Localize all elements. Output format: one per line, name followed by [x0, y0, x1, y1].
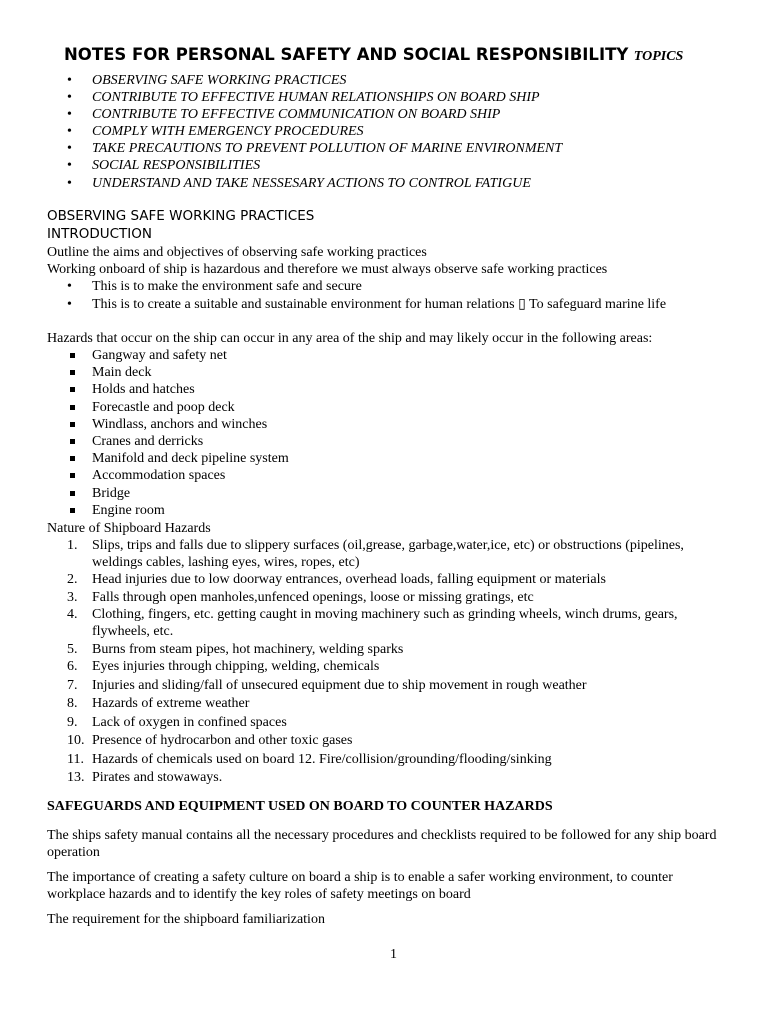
title-topics-label: TOPICS — [633, 49, 684, 64]
topic-item: • OBSERVING SAFE WORKING PRACTICES — [67, 73, 347, 88]
familiarization-paragraph: The requirement for the shipboard familiarization — [47, 912, 325, 927]
hazard-item: 3. Falls through open manholes,unfenced openings, loose or missing gratings, etc — [67, 589, 534, 605]
safety-manual-paragraph: The ships safety manual contains all the necessary procedures and checklists required to be followed for any ship board operation — [47, 828, 717, 860]
topic-item: • CONTRIBUTE TO EFFECTIVE HUMAN RELATIONSHIPS ON BOARD SHIP — [67, 90, 540, 106]
safeguards-heading: SAFEGUARDS AND EQUIPMENT USED ON BOARD TO COUNTER HAZARDS — [47, 799, 553, 814]
square-bullet-icon — [70, 508, 75, 513]
introduction-heading: INTRODUCTION — [47, 226, 152, 242]
purpose-item: • This is to create a suitable and sustainable environment for human relations ▯ To safeguard marine life — [67, 297, 667, 312]
purpose-item: • This is to make the environment safe and secure — [67, 279, 362, 294]
hazard-item: 11. Hazards of chemicals used on board 12. Fire/collision/grounding/flooding/sinking — [67, 751, 552, 767]
square-bullet-icon — [70, 353, 75, 358]
section-heading: OBSERVING SAFE WORKING PRACTICES — [47, 208, 315, 224]
bullet-icon: • — [67, 175, 72, 191]
area-item: Windlass, anchors and winches — [47, 416, 727, 433]
safety-culture-paragraph: The importance of creating a safety culture on board a ship is to enable a safer working environment, to counter workplace hazards and to identify the key roles of safety meetings on board — [47, 870, 673, 902]
topic-item: • TAKE PRECAUTIONS TO PREVENT POLLUTION OF MARINE ENVIRONMENT — [67, 141, 563, 157]
areas-list — [47, 347, 727, 519]
hazard-item: 9. Lack of oxygen in confined spaces — [67, 714, 287, 730]
hazard-item: 5. Burns from steam pipes, hot machinery, welding sparks — [67, 641, 404, 657]
square-bullet-icon — [70, 491, 75, 496]
document-title — [64, 46, 683, 65]
bullet-icon: • — [67, 297, 72, 312]
hazard-item: 8. Hazards of extreme weather — [67, 695, 250, 711]
area-item: Cranes and derricks — [47, 433, 727, 450]
bullet-icon: • — [67, 107, 72, 123]
square-bullet-icon — [70, 473, 75, 478]
area-item: Gangway and safety net — [47, 347, 727, 364]
hazard-item: 7. Injuries and sliding/fall of unsecured equipment due to ship movement in rough weather — [67, 677, 587, 693]
topics-list — [47, 72, 562, 192]
hazard-item: 13. Pirates and stowaways. — [67, 769, 223, 785]
hazard-item: 10. Presence of hydrocarbon and other toxic gases — [67, 732, 353, 748]
area-item: Holds and hatches — [47, 381, 727, 398]
bullet-icon: • — [67, 73, 72, 88]
bullet-icon: • — [67, 158, 72, 174]
bullet-icon: • — [67, 124, 72, 140]
area-item: Bridge — [47, 485, 727, 502]
square-bullet-icon — [70, 439, 75, 444]
areas-line: Hazards that occur on the ship can occur in any area of the ship and may likely occur in the following areas: — [47, 331, 653, 346]
bullet-icon: • — [67, 141, 72, 157]
nature-heading: Nature of Shipboard Hazards — [47, 521, 211, 536]
topic-item: • SOCIAL RESPONSIBILITIES — [67, 158, 261, 174]
aims-line: Outline the aims and objectives of observing safe working practices — [47, 245, 427, 260]
hazard-item: 4. Clothing, fingers, etc. getting caught in moving machinery such as grinding wheels, winch drums, gears, flywheels, etc. — [67, 607, 678, 640]
square-bullet-icon — [70, 456, 75, 461]
area-item: Engine room — [47, 502, 727, 519]
square-bullet-icon — [70, 370, 75, 375]
bullet-icon: • — [67, 90, 72, 106]
square-bullet-icon — [70, 422, 75, 427]
area-item: Main deck — [47, 364, 727, 381]
page-number: 1 — [390, 947, 397, 962]
hazard-item: 1. Slips, trips and falls due to slippery surfaces (oil,grease, garbage,water,ice, etc) or obstructions (pipelines, weldings cables, lashing eyes, wires, ropes, etc) — [67, 538, 684, 570]
bullet-icon: • — [67, 279, 72, 294]
hazardous-line: Working onboard of ship is hazardous and therefore we must always observe safe working practices — [47, 262, 608, 277]
area-item: Accommodation spaces — [47, 467, 727, 484]
topic-item: • CONTRIBUTE TO EFFECTIVE COMMUNICATION ON BOARD SHIP — [67, 107, 501, 123]
hazard-item: 2. Head injuries due to low doorway entrances, overhead loads, falling equipment or materials — [67, 572, 606, 588]
square-bullet-icon — [70, 405, 75, 410]
topic-item: • UNDERSTAND AND TAKE NESSESARY ACTIONS TO CONTROL FATIGUE — [67, 175, 531, 191]
purposes-list — [47, 278, 727, 313]
area-item: Forecastle and poop deck — [47, 399, 727, 416]
hazards-list — [47, 537, 727, 786]
square-bullet-icon — [70, 387, 75, 392]
topic-item: • COMPLY WITH EMERGENCY PROCEDURES — [67, 124, 364, 140]
hazard-item: 6. Eyes injuries through chipping, welding, chemicals — [67, 658, 380, 674]
title-main: NOTES FOR PERSONAL SAFETY AND SOCIAL RESPONSIBILITY — [64, 45, 629, 64]
area-item: Manifold and deck pipeline system — [47, 450, 727, 467]
